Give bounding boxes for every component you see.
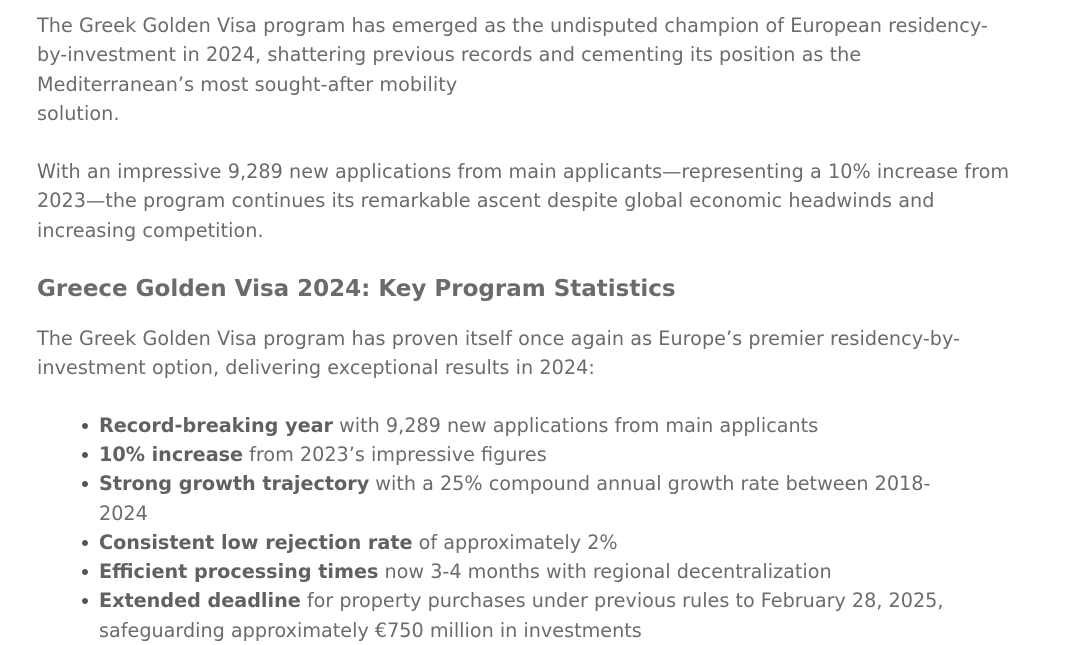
intro-line: Mediterranean’s most sought-after mobility xyxy=(37,72,458,96)
list-item-bold: Extended deadline xyxy=(99,589,301,613)
list-item-text: with 9,289 new applications from main applicants xyxy=(333,413,819,437)
section-intro-paragraph: The Greek Golden Visa program has proven itself once again as Europe’s premier residency-by-investment option, delivering exceptional results in 2024: xyxy=(37,327,961,380)
list-item xyxy=(99,469,969,528)
list-item-bold: Efficient processing times xyxy=(99,560,379,584)
intro-line: solution. xyxy=(37,101,120,125)
list-item-text: from 2023’s impressive figures xyxy=(243,442,547,466)
list-item-bold: Strong growth trajectory xyxy=(99,472,370,496)
list-item xyxy=(99,528,969,557)
applications-paragraph: With an impressive 9,289 new applications from main applicants—representing a 10% increase from 2023—the program continues its remarkable ascent despite global economic headwinds and increasing competition. xyxy=(37,160,1010,242)
list-item-text: now 3-4 months with regional decentralization xyxy=(378,560,832,584)
intro-line: The Greek Golden Visa program has emerged as the undisputed champion of European residency- xyxy=(37,14,988,37)
intro-line: by-investment in 2024, shattering previous records and cementing its position as the xyxy=(37,43,862,67)
list-item-bold: 10% increase xyxy=(99,442,244,466)
list-item-text: of approximately 2% xyxy=(412,530,618,554)
stats-list xyxy=(37,411,1047,645)
list-item xyxy=(99,411,969,440)
list-item xyxy=(99,440,969,469)
intro-paragraph xyxy=(37,11,1005,128)
list-item xyxy=(99,586,969,645)
list-item-text: with a 25% compound annual growth rate between 2018-2024 xyxy=(99,472,931,525)
list-item-bold: Consistent low rejection rate xyxy=(99,530,413,554)
list-item-text: for property purchases under previous rules to February 28, 2025, safeguarding approximately €750 million in investments xyxy=(99,589,944,642)
section-heading: Greece Golden Visa 2024: Key Program Statistics xyxy=(37,276,676,303)
list-item xyxy=(99,557,969,586)
list-item-bold: Record-breaking year xyxy=(99,413,334,437)
